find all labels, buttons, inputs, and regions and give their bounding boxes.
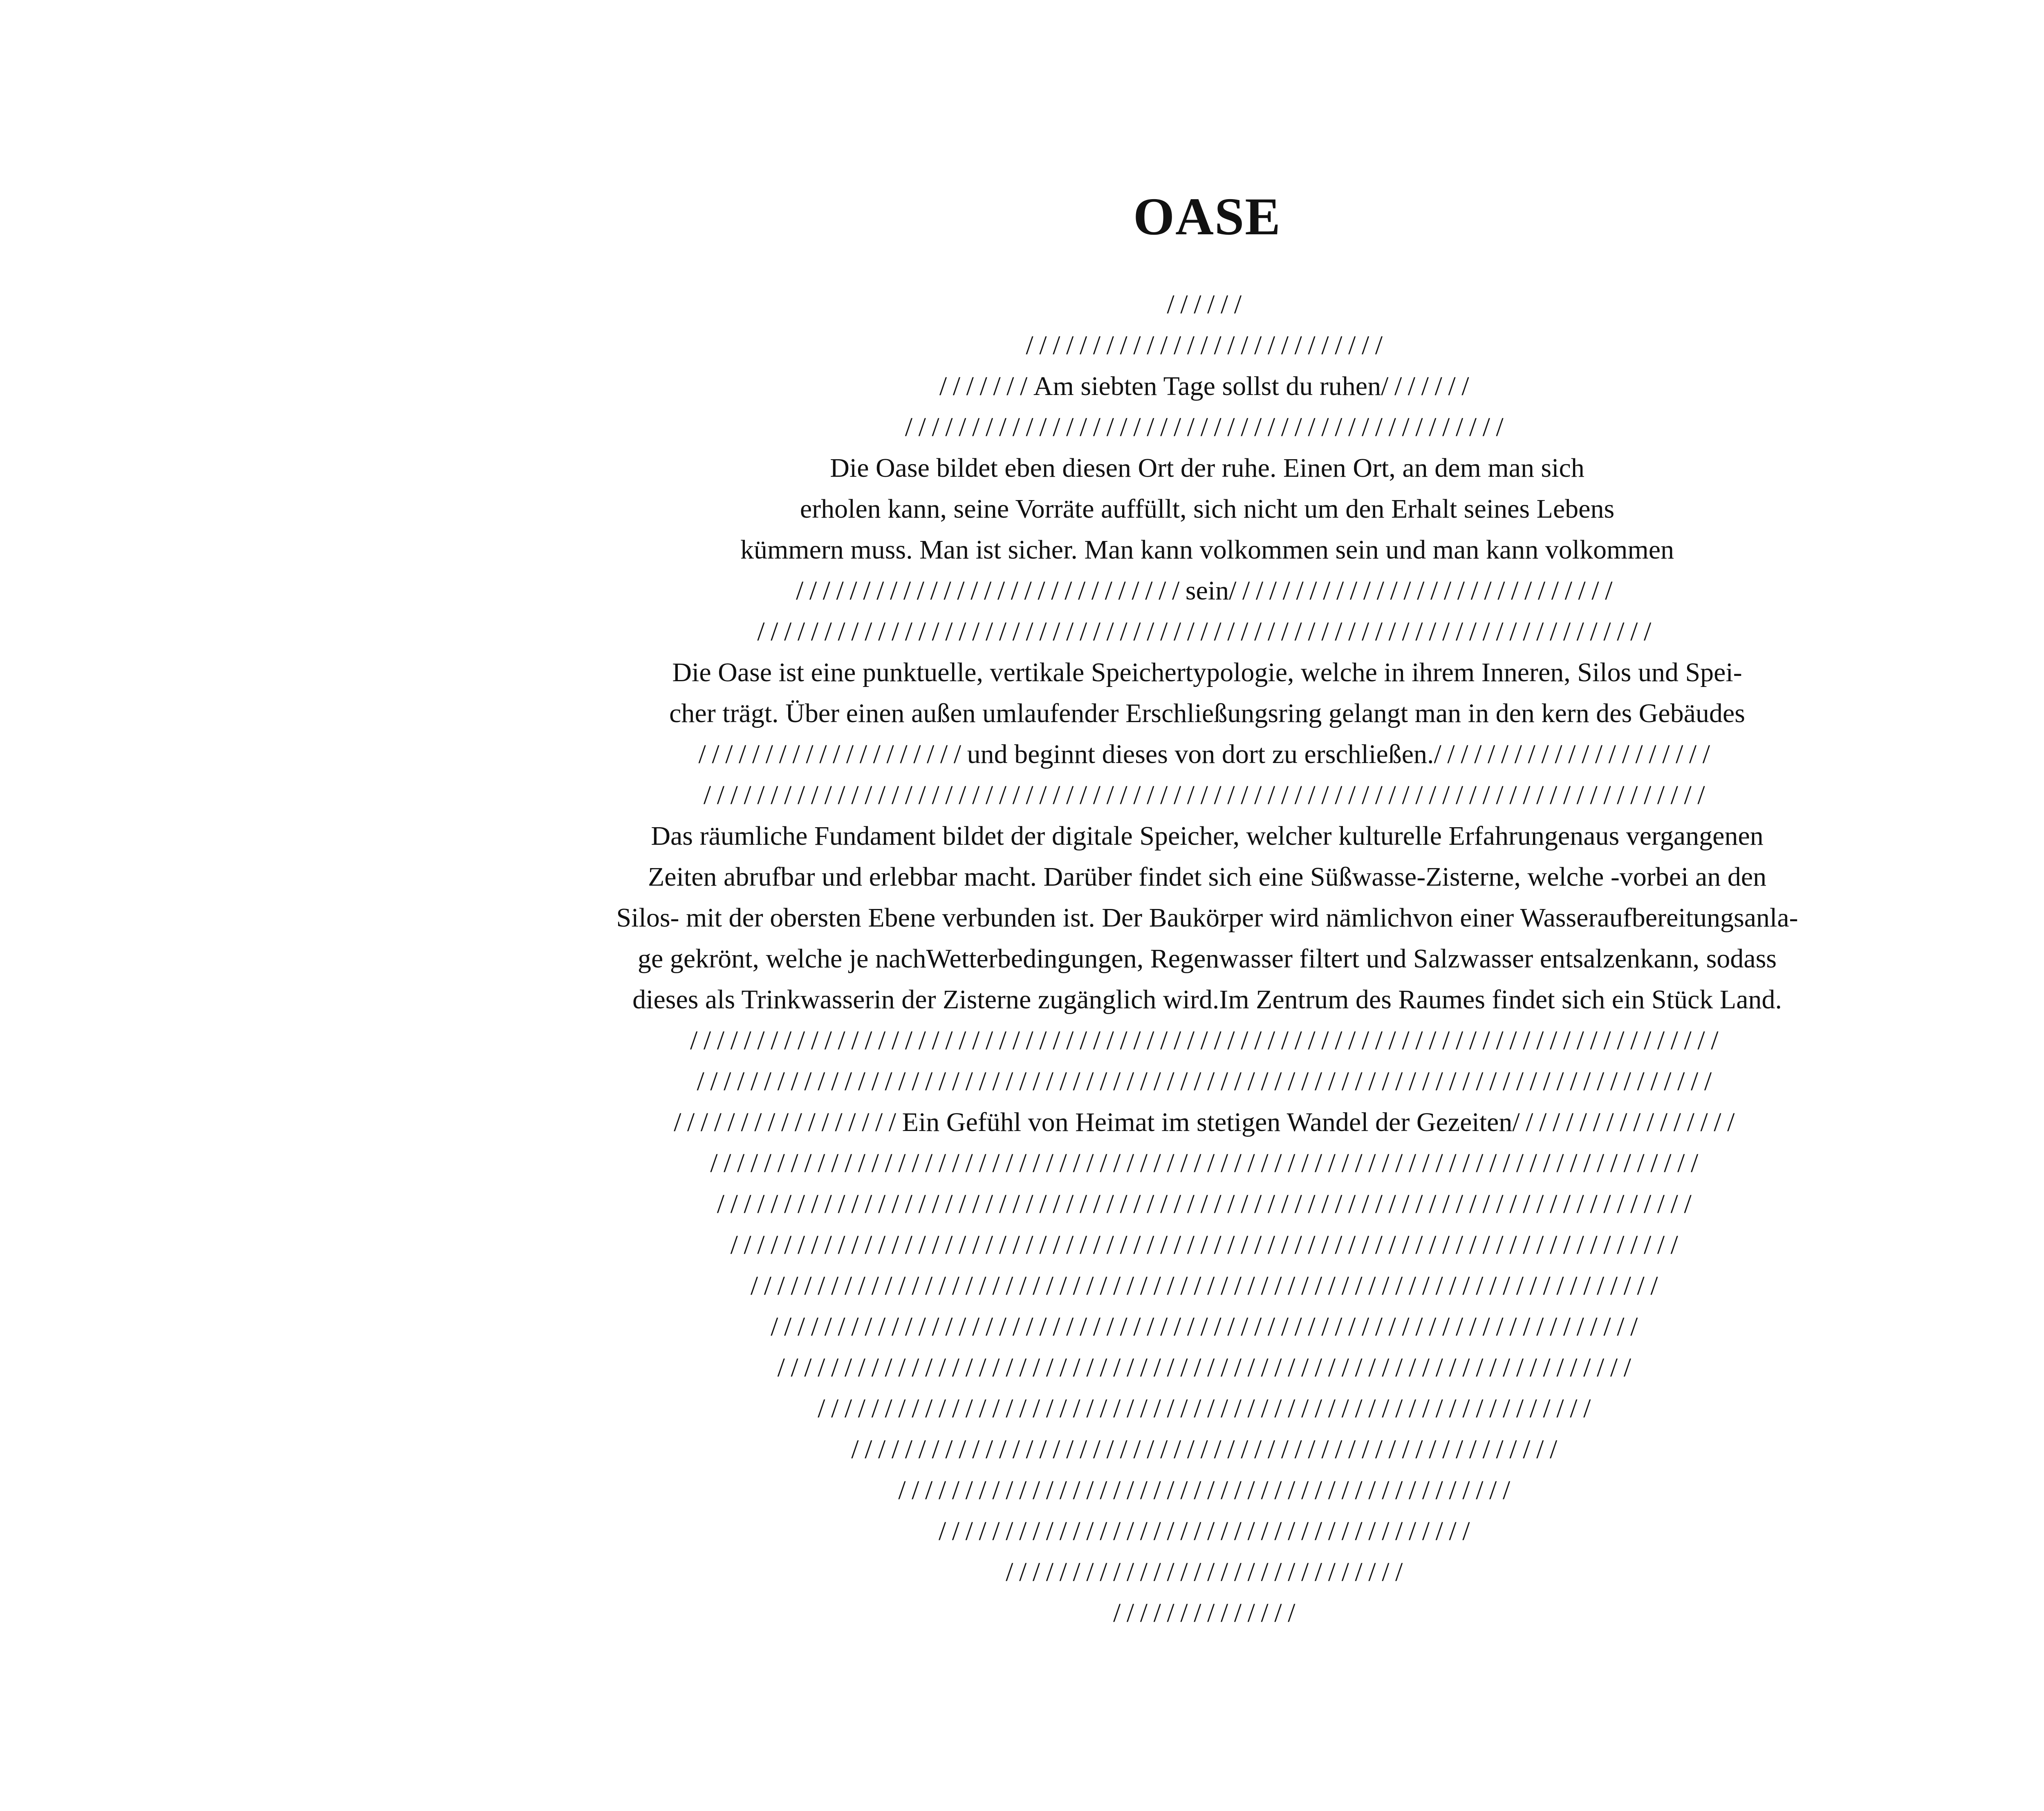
slash-run: /////////////////////////////////////////////////////////////////////// bbox=[730, 1230, 1684, 1260]
slash-run: ////////////////////////////////////////////////////////////////////////// bbox=[710, 1148, 1704, 1178]
slash-run: ///////////////////////////// bbox=[1229, 576, 1619, 606]
line-text: Ein Gefühl von Heimat im stetigen Wandel der Gezeiten bbox=[902, 1107, 1513, 1137]
text-line bbox=[0, 366, 2044, 407]
text-line bbox=[0, 816, 2044, 857]
slash-run: /////// bbox=[1381, 371, 1475, 401]
slash-run: ////////////// bbox=[1113, 1598, 1301, 1628]
text-line bbox=[0, 1266, 2044, 1306]
slash-run: ////////////////////////////// bbox=[1006, 1557, 1409, 1587]
text-line bbox=[0, 611, 2044, 652]
line-text: ge gekrönt, welche je nachWetterbedingungen, Regenwasser filtert und Salzwasser entsalzenkann, sodass bbox=[638, 944, 1777, 974]
line-text: erholen kann, seine Vorräte auffüllt, sich nicht um den Erhalt seines Lebens bbox=[800, 494, 1615, 524]
text-line bbox=[0, 979, 2044, 1020]
text-line bbox=[0, 1552, 2044, 1593]
line-text: cher trägt. Über einen außen umlaufender Erschließungsring gelangt man in den kern des Gebäudes bbox=[669, 698, 1745, 728]
line-text: und beginnt dieses von dort zu erschließen. bbox=[967, 739, 1434, 769]
text-line bbox=[0, 857, 2044, 898]
slash-run: ///////////////////////////////////////////// bbox=[905, 412, 1510, 442]
slash-run: /////////////////////////////////////////////////////////////////// bbox=[757, 617, 1657, 646]
slash-run: ///////////////////////////////////////////////////////////////////////////// bbox=[690, 1026, 1724, 1055]
text-line bbox=[0, 734, 2044, 775]
text-line bbox=[0, 489, 2044, 530]
text-line bbox=[0, 1184, 2044, 1225]
text-line bbox=[0, 325, 2044, 366]
text-line bbox=[0, 1429, 2044, 1470]
line-text: sein bbox=[1185, 576, 1229, 606]
slash-run: ////////////////////////////////////////////// bbox=[898, 1475, 1516, 1505]
slash-run: ///////////////////////////////////////////////////////////////// bbox=[771, 1312, 1644, 1342]
line-text: dieses als Trinkwasserin der Zisterne zugänglich wird.Im Zentrum des Raumes findet sich ein Stück Land. bbox=[632, 985, 1782, 1014]
slash-run: ////////////////////////////////////////////////////////// bbox=[818, 1394, 1597, 1423]
slash-run: ///////////////////////////////////////////////////////////////////////// bbox=[717, 1189, 1698, 1219]
page-title: OASE bbox=[1133, 187, 1281, 246]
text-line bbox=[0, 1143, 2044, 1184]
text-line bbox=[0, 1470, 2044, 1511]
slash-run: ///////////////// bbox=[1512, 1107, 1741, 1137]
line-text: Am siebten Tage sollst du ruhen bbox=[1033, 371, 1381, 401]
text-line bbox=[0, 1306, 2044, 1347]
text-line bbox=[0, 407, 2044, 448]
slash-run: //////////////////////////////////////////////////////////////////// bbox=[750, 1271, 1664, 1301]
line-text: Die Oase ist eine punktuelle, vertikale Speichertypologie, welche in ihrem Inneren, Silos und Spei- bbox=[672, 658, 1742, 687]
slash-run: //////////////////////////////////////// bbox=[938, 1516, 1476, 1546]
slash-run: ///////////////////////////////////////////////////// bbox=[851, 1434, 1563, 1464]
text-line bbox=[0, 570, 2044, 611]
line-text: kümmern muss. Man ist sicher. Man kann volkommen sein und man kann volkommen bbox=[740, 535, 1674, 565]
slash-run: ///////////////////////////// bbox=[796, 576, 1186, 606]
text-line bbox=[0, 448, 2044, 489]
text-line bbox=[0, 652, 2044, 693]
slash-run: //////////////////////////////////////////////////////////////// bbox=[777, 1353, 1637, 1382]
text-line bbox=[0, 1061, 2044, 1102]
circular-text-block bbox=[0, 284, 2044, 1634]
text-line bbox=[0, 1388, 2044, 1429]
text-line bbox=[0, 898, 2044, 938]
line-text: Silos- mit der obersten Ebene verbunden ist. Der Baukörper wird nämlichvon einer Wasseraufbereitungsanla- bbox=[616, 903, 1798, 933]
line-text: Zeiten abrufbar und erlebbar macht. Darüber findet sich eine Süßwasse-Zisterne, welche -vorbei an den bbox=[648, 862, 1767, 892]
slash-run: ///////////////// bbox=[674, 1107, 902, 1137]
slash-run: ////// bbox=[1167, 289, 1248, 319]
text-line bbox=[0, 1593, 2044, 1634]
line-text: Die Oase bildet eben diesen Ort der ruhe. Einen Ort, an dem man sich bbox=[830, 453, 1585, 483]
text-line bbox=[0, 1020, 2044, 1061]
text-line bbox=[0, 1225, 2044, 1266]
text-line bbox=[0, 938, 2044, 979]
slash-run: /////////////////////////////////////////////////////////////////////////// bbox=[703, 780, 1711, 810]
line-text: Das räumliche Fundament bildet der digitale Speicher, welcher kulturelle Erfahrungenaus vergangenen bbox=[651, 821, 1764, 851]
slash-run: //////////////////////////////////////////////////////////////////////////// bbox=[697, 1066, 1718, 1096]
text-line bbox=[0, 284, 2044, 325]
text-line bbox=[0, 693, 2044, 734]
slash-run: /////////////////////////// bbox=[1026, 330, 1389, 360]
text-line bbox=[0, 775, 2044, 816]
text-line bbox=[0, 1347, 2044, 1388]
slash-run: ///////////////////// bbox=[1434, 739, 1716, 769]
text-line bbox=[0, 530, 2044, 570]
text-line bbox=[0, 1102, 2044, 1143]
text-line bbox=[0, 1511, 2044, 1552]
slash-run: //////////////////// bbox=[698, 739, 967, 769]
slash-run: /////// bbox=[939, 371, 1033, 401]
